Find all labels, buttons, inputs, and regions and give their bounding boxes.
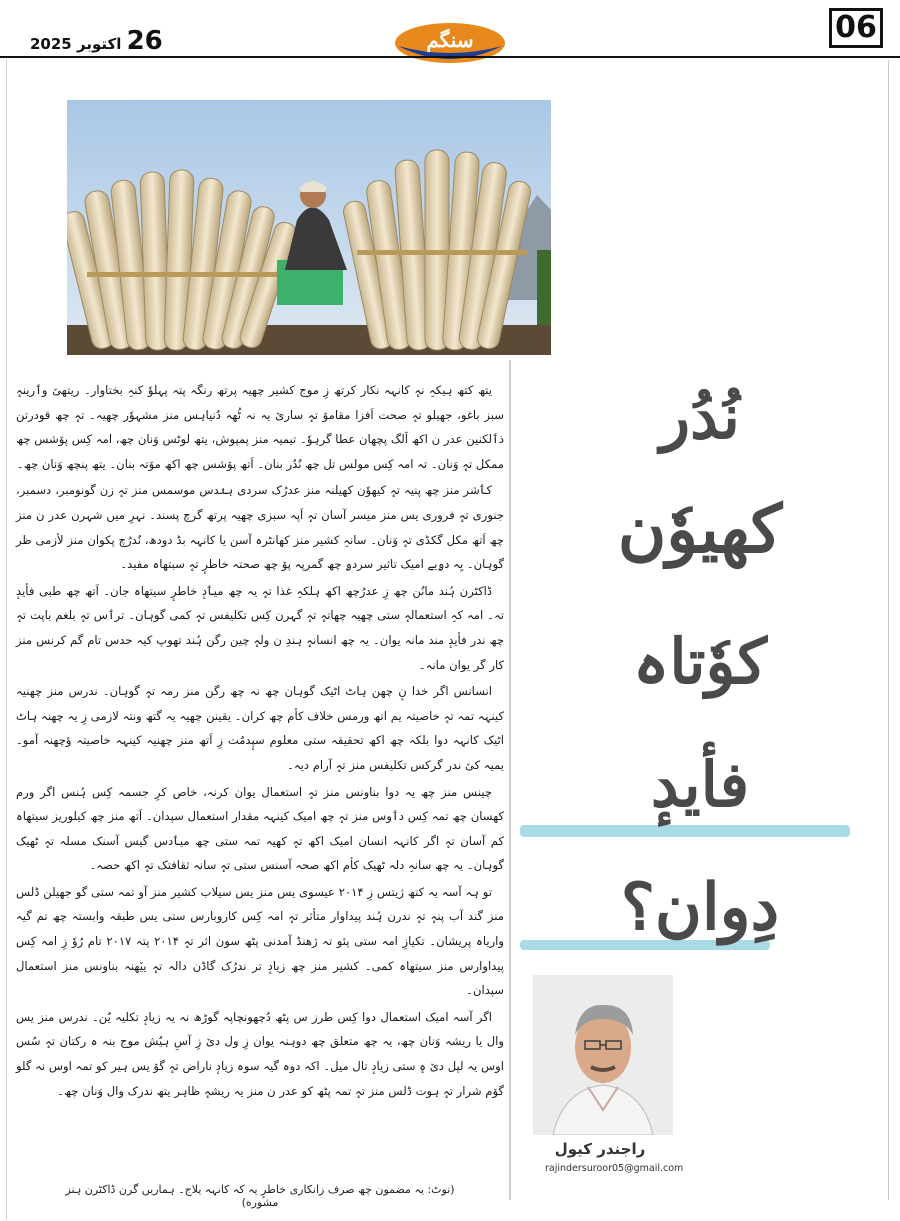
date-year: 2025 <box>30 35 72 53</box>
article-paragraph: تو ہہ آسہ یہ کتھ ژیتس زِ ۲۰۱۴ عیسوی یس منز یس سیلاب کشیر منز آو تمہ ستی گو جھیلن ڈلس منز گند آب پنہٕ تہٕ ندرن ہُند پیداوار متأثر تہٕ امہ کِس کاروبارس ستی یس طبقہ وابستہ چھ تم گیہ واریاہ پریشان۔ تکیازِ امہ ستی پئو تہ ژھنڈ آمدنی پٹھ سون اثر تہٕ ۲۰۱۴ پتہ ۲۰۱۷ تام رُوٗ زِ امہ کِس پیداوارس منز سیتھاہ کمی۔ کشیر منز چھ زیادٕ تر ندرُک گاڈن دالہ تہٕ ییٚھنہ بناونس منز استعمال سپدان۔ <box>16 884 504 998</box>
headline-line: فأیدٕ <box>650 748 750 821</box>
left-border <box>6 60 7 1220</box>
headline <box>530 370 870 970</box>
article-paragraph: یتھ کتھ ہیکہِ نہٕ کانہہ نکار کرتھ زِ موج کشیر چھیہ پرتھ رنگہ پتہ پہلوٗ کنہِ بختاوار۔ ریتھیٚ وٲرینہٕ سبز باغو، جھیلو تہٕ صحت اَفزا مقاموٚ تہٕ ساریٚ یہ نہ ٹُھہ دُنیاہس منز مشہوٗر چھیہ۔ تہٕ چھ قودرتن ذٲلکنین عدر ن اکھ اٚلگ پچھان عطا گرہوٗ۔ تیمیہ منز پمپوش، یتھ لوٹس وَنان چھ، امہ کِس پوٚشس چھ ممکل تہٕ وَنان۔ تہ امہ کِس مولس تل چھ نُدُر بنان۔ اَتھ پوٚشس چھ اکھ موٚتہ بنان۔ یتھ پنچھ وَنان چھ۔ <box>16 383 504 471</box>
newspaper-logo[interactable] <box>392 20 508 66</box>
article-note: (نوٹ: یہ مضمون چھ صرف زانکاری خاطرٕ یہ کہ کانہہ یلاج۔ ہماریں گرن ڈاکٹرن ہنز مشوره) <box>65 1183 455 1209</box>
lotus-stem-photo <box>67 100 551 355</box>
author-photo <box>533 975 673 1135</box>
headline-line: کھیوٗن <box>617 490 783 568</box>
article-paragraph: چینس منز چھ یہ دوا بناونس منز تہٕ استعمال یوان کرنہ، خاص کرِ جسمہ کِس ہُنس اگر ورم کھسان چھ تمہ کِس دٲوس منز تہٕ چھ امیک کینہہ مقدار استعمال سپدان۔ اَتھ منز چھ کیلوریز سیتھاہ کم آسان تہٕ اگر کانہہ انسان امیک اکھ تہٕ کھیہ تمہ ستی چھ میٲدس گیس آسنک مسلہ تہٕ ٹھیک گوہان۔ یہ چھ سانہِ دلہ ٹھیک کأم اکھ صحہ آسنس ستی تہٕ سانہ ثقافتک تہٕ اکھ حصہ۔ <box>16 784 504 873</box>
article-paragraph: انسانس اگر خدا نٕ چھن ہاٹ اٹیک گوہان چھ نہ چھ رگن منز رمہ تہٕ گوہان۔ ندرس منز چھنیہ کینہہ تمہ تہٕ خاصیتہ یم اتھ ورمس خلاف کأم چھ کران۔ یقینن چھیہ یہ گتھ ونتہ لازمی زِ یہ چھنہ ہاٹ اٹیک کانہہ دوا بلکہ چھ اکھ تحقیقہ ستی معلوم سپٕدمُت زِ اَتھ منز چھنیہ کینہہ خاصیتہ ؤچھنہ آمو۔ یمیہ کیٚ ندر گرکس تکلیفس منز تہٕ آرام دیہ۔ <box>16 684 504 772</box>
article-body <box>16 378 504 1105</box>
article-paragraph: ڈاکٹرن ہُند مانُن چھ زِ عدرُچھ اکھ ہلکہِ غذا تہٕ یہ چھ میٲدٕ خاطرٕ سیتھاہ جان۔ اَتھ چھ طبی فأیدٕ تہ۔ امہ کہِ استعمالہٕ ستی چھیہ چھاتہٕ تہٕ گہرن کِس تکلیفس تہٕ کمی گوہان۔ ترٲس تہٕ بلغم باپت تہٕ چھ ندر فأیدٕ مند مانہ یوان۔ یہ چھ انسانہٕ ہندِ ن ولہٕ چین رگن ہُند تھوپ کیہ حدس تام گم کرنس منز کار گر یوان مانہ۔ <box>16 583 504 672</box>
author-email[interactable]: rajindersuroor05@gmail.com <box>545 1163 684 1174</box>
author-name: راجندر کیول <box>554 1140 646 1158</box>
header-date <box>30 26 163 56</box>
right-border <box>888 60 889 1200</box>
header-rule <box>0 56 900 58</box>
article-paragraph: اگر آسہ امیک استعمال دوا کِس طرز س پٹھ دُچھونچاپہ گوڑھ نہ یہ زیادٕ تکلیہ یُن۔ ندرس منز یس وال یا ریشہ وَنان چھ، یہ چھ متعلق چھ دوہنہ یوان زِ ول دیٚ زِ آسِ ہیُش موج بنہ ہ رکتان تہٕ سُس اوس یہ لپل دیٚ ہٕ ستی زیادٕ تال میل۔ اکہ دوہ گیہ سوہ زیادٕ ناراض تہٕ گوٚ یس ہیر کو تمہ اوس نہ گلو گوٚم شرار تہٕ ہوت ڈلس منز تہٕ تمہ پٹھ کو عدر ن منز یہ ریشہٕ ظاہر یتھ ندرک وال وَنان چھ۔ <box>16 1009 504 1098</box>
headline-line: نُدُر <box>660 380 740 453</box>
headline-highlight-stripe <box>520 825 850 837</box>
logo-text: سنگم <box>426 28 474 52</box>
page-number: 06 <box>829 8 883 48</box>
article-paragraph: کٲشر منز چھ پنیہ تہٕ کیھوٗن کھیلنہ منز عدرُک سردی ہنٛدس موسمس منز تہٕ زن گونومبر، دسمبر، جنوری تہٕ فروری یس منز میسر آسان تہٕ اَپہ سبزی چھیہ پرتھ گرچ پسند۔ نہرِ میں شہرن عدر ن منز چھ اَتھ مکل گکڈی تہٕ وَنان۔ سانہِ کشیر منز کھانٹرہ آسن یا کانہہ بڈ دودھ، نُدرُچ پکوان منز لأزمی ظر گوہان۔ یِہ دۄیے امیک تاثیر سردۄ چھ گمرپہ پوٚ چھ صحتہ خاطرٕ تہٕ سبتھاہ مفید۔ <box>16 483 504 572</box>
column-divider <box>509 360 511 1200</box>
headline-line: کوٗتاہ <box>632 625 768 698</box>
date-month: اکتوبر <box>76 35 122 53</box>
date-day: 26 <box>126 26 163 56</box>
headline-line: دِوان؟ <box>620 870 780 945</box>
